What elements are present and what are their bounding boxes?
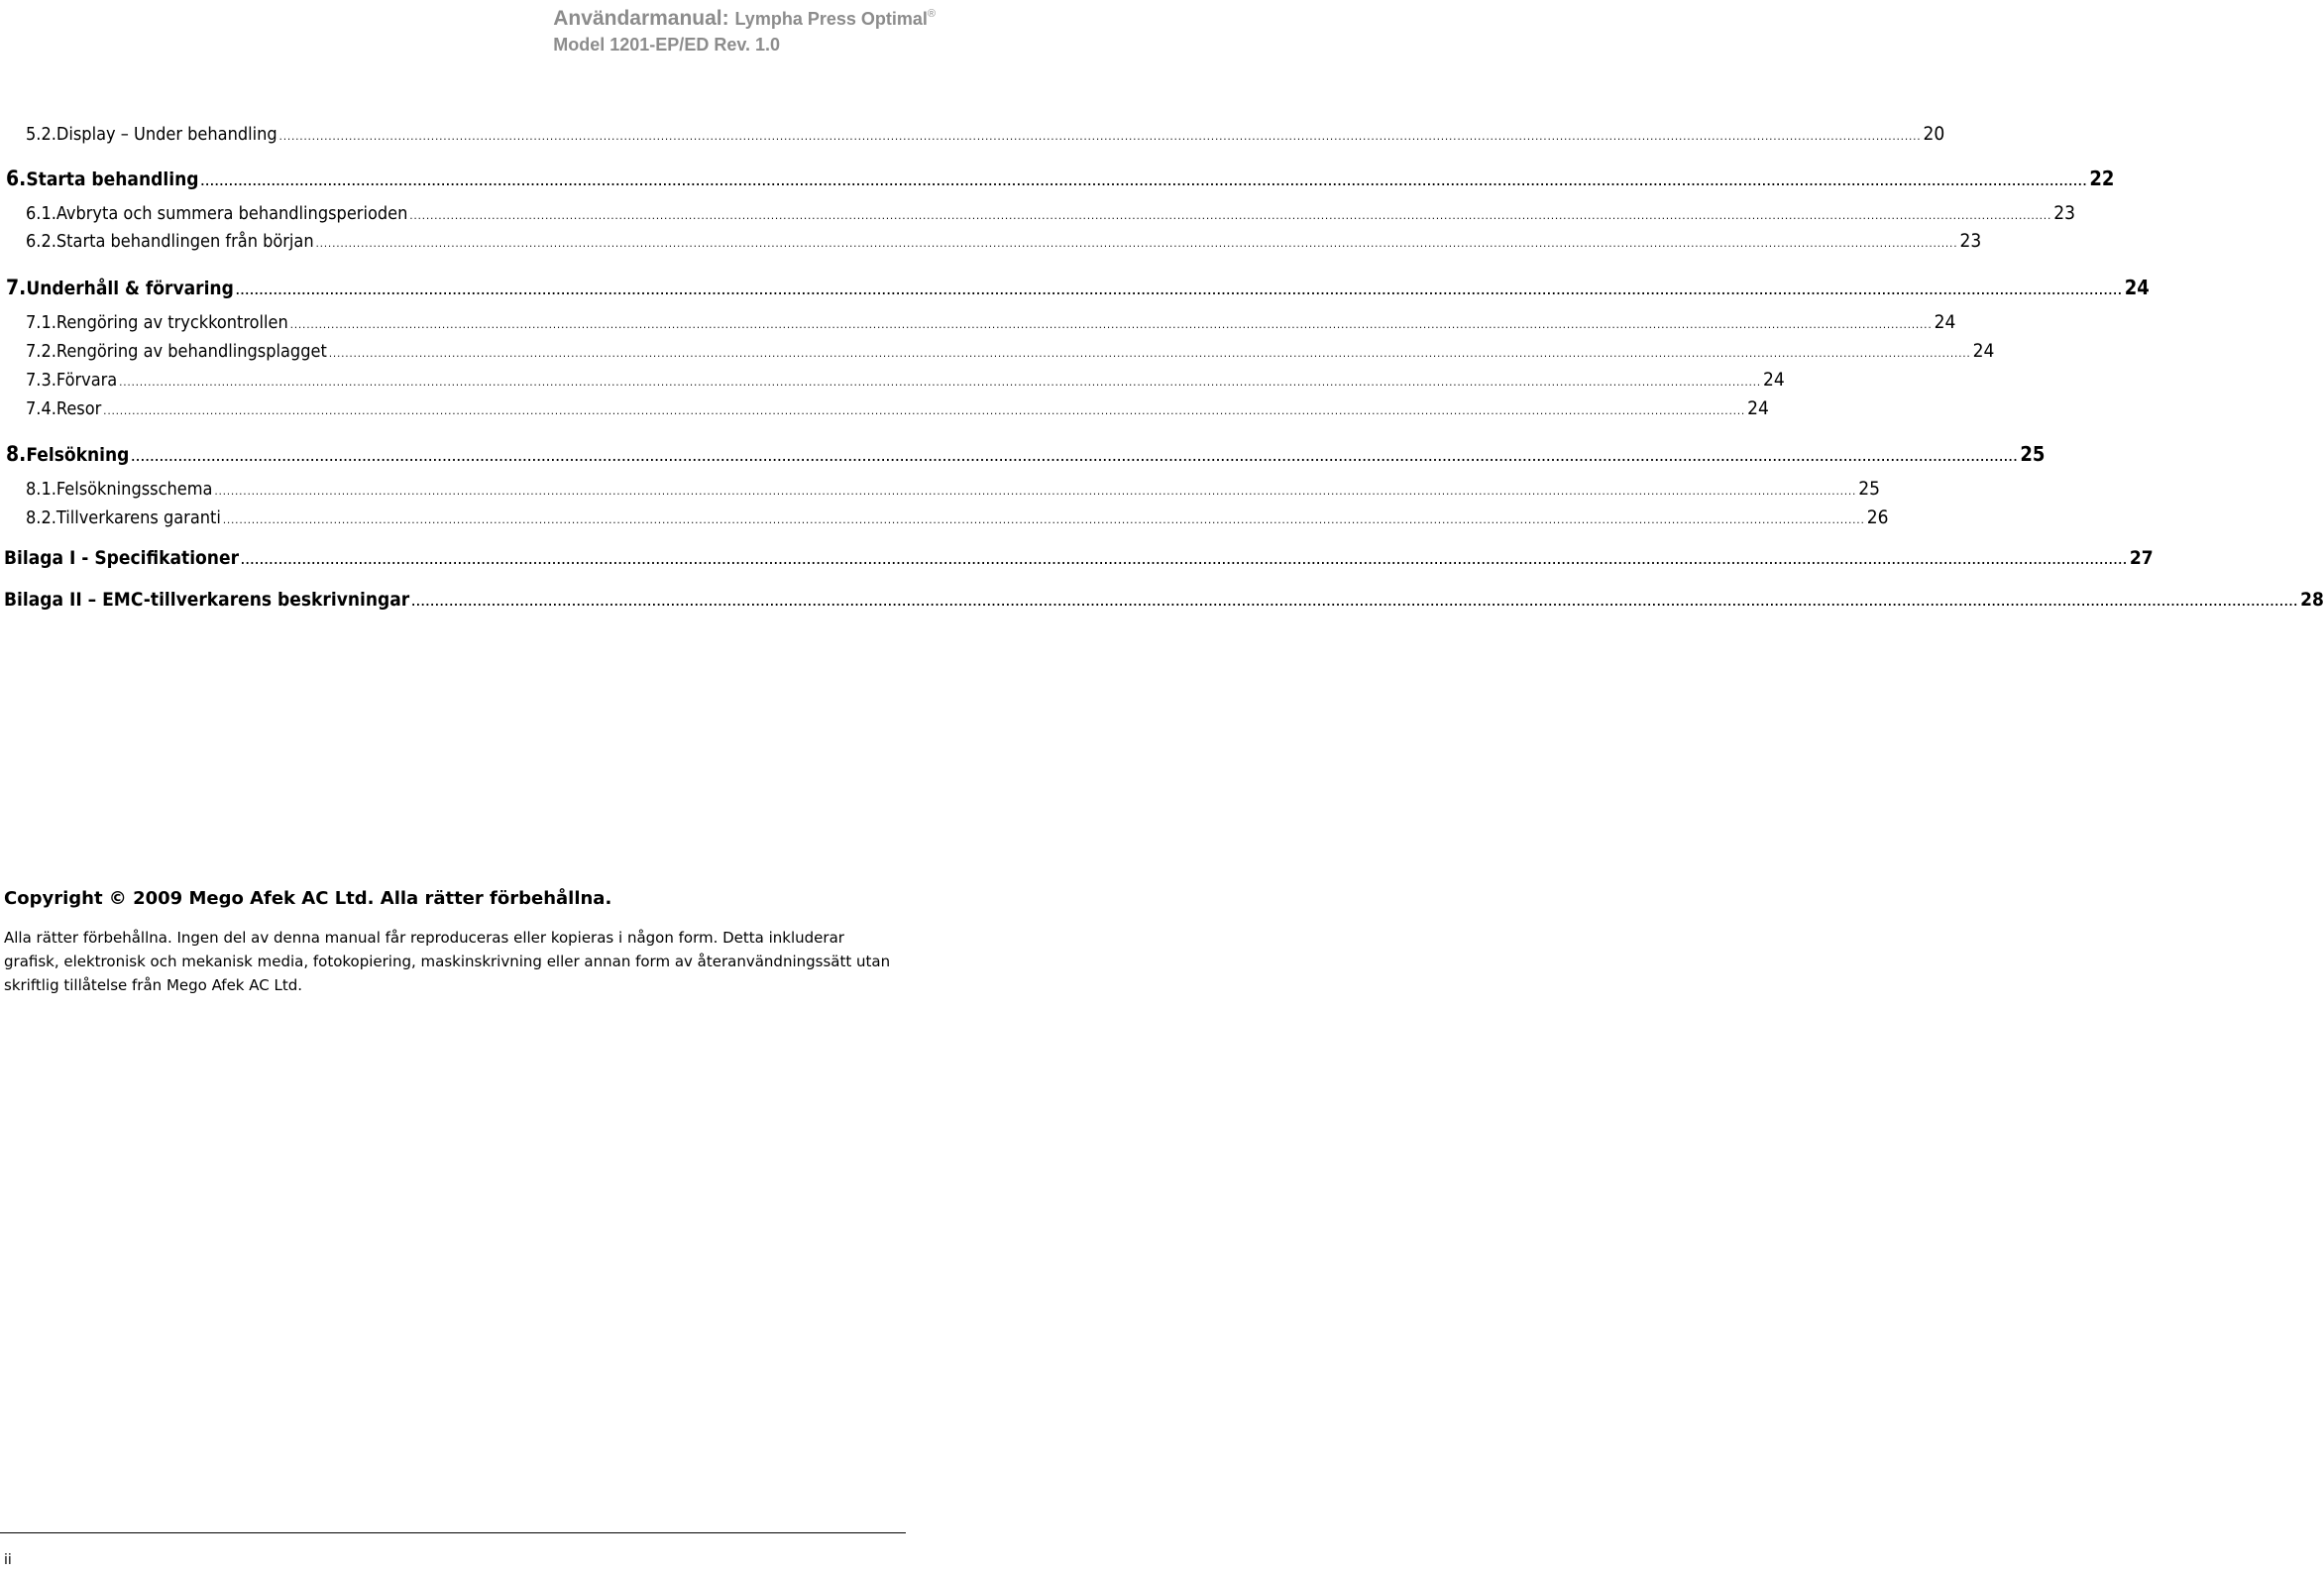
footer-page-number: ii — [4, 1552, 12, 1568]
toc-entry[interactable] — [0, 589, 2324, 611]
toc-entry-page: 24 — [1747, 397, 1769, 419]
toc-entry-title: Rengöring av behandlingsplagget — [55, 341, 327, 362]
toc-entry-number: 7.1. — [26, 312, 56, 333]
toc-entry-title: Felsökningsschema — [55, 479, 213, 500]
toc-entry-number: 8.1. — [26, 479, 56, 500]
toc-entry-title: Förvara — [55, 370, 118, 391]
toc-entry-page: 27 — [2129, 547, 2154, 569]
toc-entry-number: 7.2. — [26, 341, 56, 362]
legal-notice: Alla rätter förbehållna. Ingen del av denna manual får reproduceras eller kopieras i någon form. Detta inkluderar grafisk, elektronisk och mekanisk media, fotokopiering, maskinskrivning eller annan form av återanvändningssätt utan skriftlig tillåtelse från Mego Afek AC Ltd. — [4, 929, 891, 994]
toc-entry-number: 8.2. — [26, 507, 56, 528]
toc-leader-dots: ................................................................................................................................................................................................................................................................................................................................................................................................................ — [103, 404, 1746, 417]
toc-entry-page: 20 — [1923, 123, 1945, 145]
toc-leader-dots: ................................................................................................................................................................................................................................................................................................................................................................................................................ — [131, 451, 2019, 464]
toc-entry-number: 7.4. — [26, 398, 56, 419]
toc-entry-page: 24 — [1934, 311, 1956, 333]
toc-leader-dots: ................................................................................................................................................................................................................................................................................................................................................................................................................ — [222, 513, 1865, 526]
toc-entry-title: Tillverkarens garanti — [55, 507, 221, 528]
toc-entry-title: Felsökning — [26, 444, 130, 466]
toc-leader-dots: ................................................................................................................................................................................................................................................................................................................................................................................................................ — [411, 596, 2299, 609]
toc-entry-number: 7. — [6, 276, 27, 299]
toc-leader-dots: ................................................................................................................................................................................................................................................................................................................................................................................................................ — [241, 554, 2128, 567]
toc-leader-dots: ................................................................................................................................................................................................................................................................................................................................................................................................................ — [278, 130, 1922, 143]
toc-entry[interactable] — [0, 276, 2150, 299]
toc-entry-page: 24 — [2124, 276, 2150, 299]
toc-leader-dots: ................................................................................................................................................................................................................................................................................................................................................................................................................ — [200, 175, 2088, 188]
toc-entry-title: Underhåll & förvaring — [26, 278, 234, 299]
toc-entry[interactable] — [0, 397, 1769, 419]
toc-leader-dots: ................................................................................................................................................................................................................................................................................................................................................................................................................ — [119, 376, 1762, 389]
toc-entry-title: Starta behandlingen från början — [55, 231, 314, 252]
toc-entry-page: 24 — [1763, 369, 1785, 391]
header-title-sub: Lympha Press Optimal — [734, 9, 928, 29]
toc-entry-title: Rengöring av tryckkontrollen — [55, 312, 288, 333]
toc-entry-title: Avbryta och summera behandlingsperioden — [55, 203, 408, 224]
toc-entry-page: 23 — [2053, 202, 2075, 224]
toc-entry-page: 28 — [2300, 589, 2324, 611]
toc-entry[interactable] — [0, 202, 2075, 224]
toc-entry[interactable] — [0, 311, 1956, 333]
toc-leader-dots: ................................................................................................................................................................................................................................................................................................................................................................................................................ — [328, 347, 1971, 360]
toc-leader-dots: ................................................................................................................................................................................................................................................................................................................................................................................................................ — [409, 209, 2052, 222]
header-title-main: Användarmanual: — [553, 7, 729, 30]
header-title — [553, 2, 936, 32]
toc-entry[interactable] — [0, 369, 1785, 391]
toc-entry[interactable] — [0, 340, 1995, 362]
toc-entry-page: 26 — [1866, 506, 1889, 528]
header-model: Model 1201-EP/ED Rev. 1.0 — [553, 35, 781, 55]
toc-entry[interactable] — [0, 167, 2115, 190]
toc-leader-dots: ................................................................................................................................................................................................................................................................................................................................................................................................................ — [315, 237, 1958, 250]
toc-entry[interactable] — [0, 547, 2154, 569]
toc-entry-number: 8. — [6, 442, 27, 466]
page-header — [553, 2, 936, 57]
toc-entry-page: 24 — [1972, 340, 1995, 362]
copyright-notice: Copyright © 2009 Mego Afek AC Ltd. Alla rätter förbehållna. — [4, 888, 612, 909]
registered-mark: ® — [927, 8, 936, 20]
toc-entry-number: 6.2. — [26, 231, 56, 252]
toc-entry-page: 25 — [2020, 442, 2046, 466]
toc-entry[interactable] — [0, 506, 1889, 528]
toc-entry-title: Resor — [55, 398, 102, 419]
toc-entry-title: Display – Under behandling — [55, 124, 277, 145]
toc-entry-number: 5.2. — [26, 124, 56, 145]
toc-entry-page: 23 — [1959, 230, 1982, 252]
toc-entry-title: Bilaga II – EMC-tillverkarens beskrivningar — [4, 589, 410, 611]
toc-leader-dots: ................................................................................................................................................................................................................................................................................................................................................................................................................ — [289, 318, 1933, 331]
toc-entry-page: 22 — [2089, 167, 2115, 190]
toc-entry[interactable] — [0, 478, 1881, 500]
toc-entry-number: 6. — [6, 167, 27, 190]
toc-entry-title: Bilaga I - Specifikationer — [4, 547, 239, 569]
toc-entry[interactable] — [0, 442, 2046, 466]
toc-entry-title: Starta behandling — [26, 169, 199, 190]
toc-entry-page: 25 — [1858, 478, 1881, 500]
toc-leader-dots: ................................................................................................................................................................................................................................................................................................................................................................................................................ — [214, 485, 1857, 498]
toc-entry-number: 6.1. — [26, 203, 56, 224]
toc-leader-dots: ................................................................................................................................................................................................................................................................................................................................................................................................................ — [235, 284, 2123, 297]
toc-entry[interactable] — [0, 123, 1945, 145]
toc-entry[interactable] — [0, 230, 1982, 252]
footer-divider — [0, 1532, 906, 1533]
toc-entry-number: 7.3. — [26, 370, 56, 391]
